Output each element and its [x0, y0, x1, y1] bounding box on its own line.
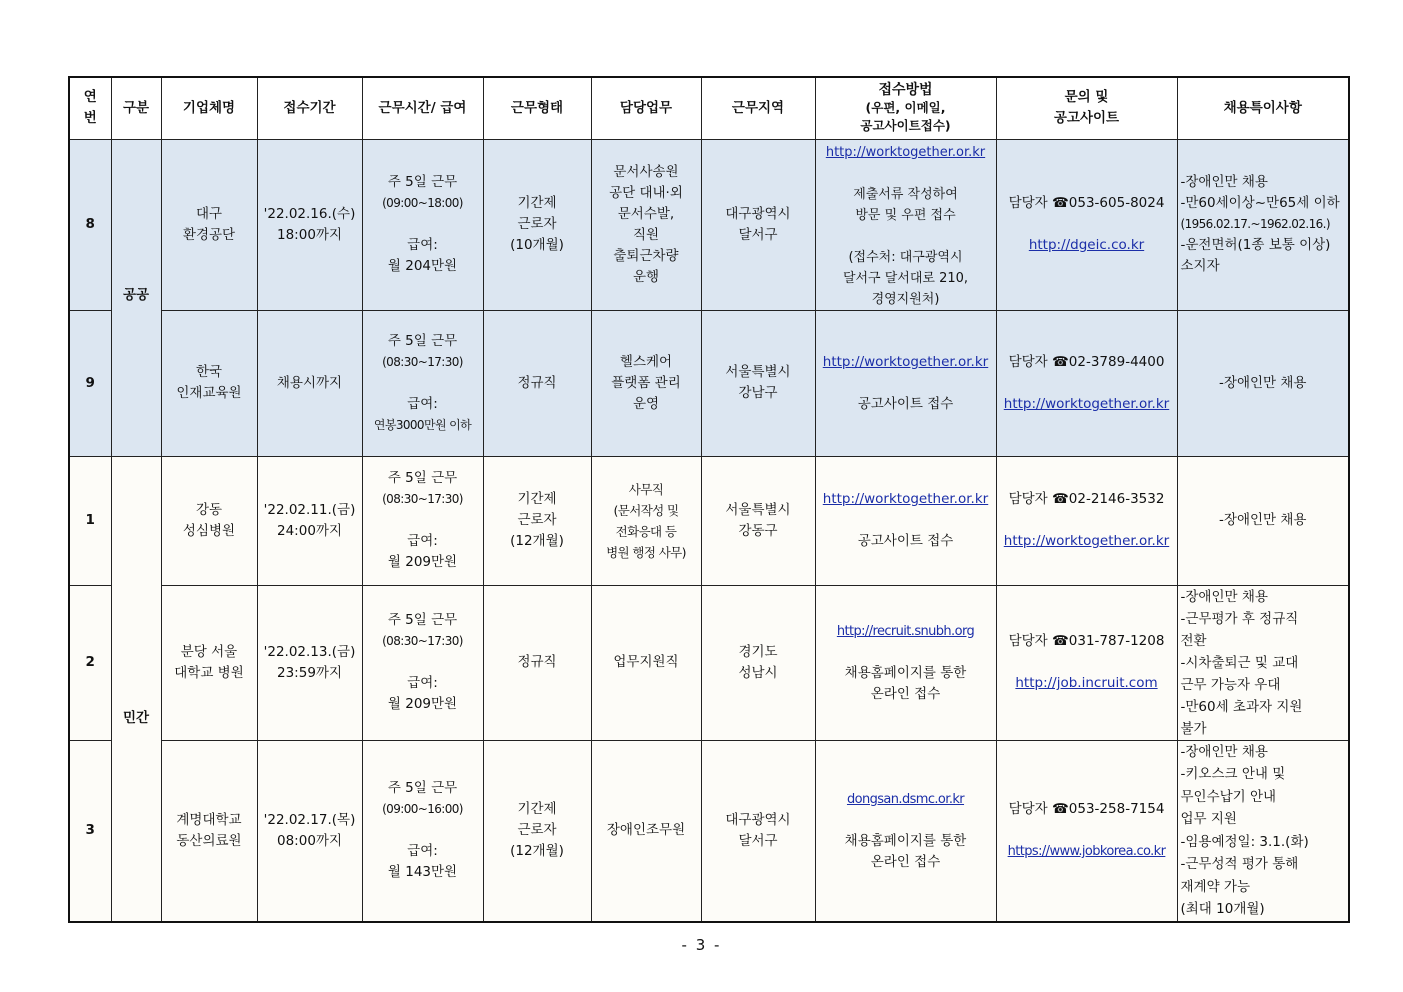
page-number: - 3 -	[681, 936, 722, 954]
contact-link[interactable]: http://worktogether.or.kr	[1003, 533, 1170, 549]
employment-type: 기간제 근로자 (12개월)	[483, 456, 591, 585]
application-period: '22.02.11.(금) 24:00까지	[257, 456, 362, 585]
header-category: 구분	[111, 77, 161, 139]
special-notes: -장애인만 채용	[1177, 310, 1349, 456]
company-name: 대구 환경공단	[161, 139, 257, 310]
contact-link[interactable]: https://www.jobkorea.co.kr	[1007, 844, 1166, 860]
duty: 헬스케어 플랫폼 관리 운영	[591, 310, 701, 456]
employment-type: 정규직	[483, 585, 591, 740]
header-notes: 채용특이사항	[1177, 77, 1349, 139]
hours-pay: 주 5일 근무 (08:30~17:30) 급여: 연봉3000만원 이하	[362, 310, 483, 456]
special-notes: -장애인만 채용 -키오스크 안내 및 무인수납기 안내 업무 지원 -임용예정일: 3.1.(화) -근무성적 평가 통해 재계약 가능 (최대 10개월)	[1177, 740, 1349, 922]
application-period: '22.02.17.(목) 08:00까지	[257, 740, 362, 922]
row-number: 2	[69, 585, 111, 740]
contact	[996, 740, 1177, 922]
employment-type: 기간제 근로자 (12개월)	[483, 740, 591, 922]
method-link[interactable]: http://recruit.snubh.org	[836, 623, 975, 639]
header-region: 근무지역	[701, 77, 815, 139]
table-row	[69, 139, 1349, 310]
header-method: 접수방법 (우편, 이메일, 공고사이트접수)	[815, 77, 996, 139]
job-listing-table	[68, 76, 1350, 923]
header-duty: 담당업무	[591, 77, 701, 139]
work-region: 서울특별시 강남구	[701, 310, 815, 456]
special-notes: -장애인만 채용 -만60세이상~만65세 이하 (1956.02.17.~1962.02.16.) -운전면허(1종 보통 이상) 소지자	[1177, 139, 1349, 310]
row-number: 8	[69, 139, 111, 310]
row-number: 9	[69, 310, 111, 456]
contact-phone: 담당자 ☎053-258-7154	[1008, 801, 1165, 818]
method-link[interactable]: dongsan.dsmc.or.kr	[846, 791, 965, 807]
contact	[996, 585, 1177, 740]
work-region: 대구광역시 달서구	[701, 740, 815, 922]
method-link[interactable]: http://worktogether.or.kr	[822, 353, 989, 370]
hours-pay: 주 5일 근무 (08:30~17:30) 급여: 월 209만원	[362, 585, 483, 740]
category-public: 공공	[111, 139, 161, 456]
header-type: 근무형태	[483, 77, 591, 139]
application-period: '22.02.13.(금) 23:59까지	[257, 585, 362, 740]
header-contact: 문의 및 공고사이트	[996, 77, 1177, 139]
work-region: 대구광역시 달서구	[701, 139, 815, 310]
hours-pay: 주 5일 근무 (09:00~16:00) 급여: 월 143만원	[362, 740, 483, 922]
contact	[996, 139, 1177, 310]
special-notes: -장애인만 채용 -근무평가 후 정규직 전환 -시차출퇴근 및 교대 근무 가능자 우대 -만60세 초과자 지원 불가	[1177, 585, 1349, 740]
duty: 문서사송원 공단 대내·외 문서수발, 직원 출퇴근차량 운행	[591, 139, 701, 310]
duty: 업무지원직	[591, 585, 701, 740]
contact-link[interactable]: http://dgeic.co.kr	[1028, 237, 1145, 253]
application-period: 채용시까지	[257, 310, 362, 456]
hours-pay: 주 5일 근무 (08:30~17:30) 급여: 월 209만원	[362, 456, 483, 585]
contact	[996, 456, 1177, 585]
duty: 장애인조무원	[591, 740, 701, 922]
company-name: 분당 서울 대학교 병원	[161, 585, 257, 740]
work-region: 서울특별시 강동구	[701, 456, 815, 585]
employment-type: 정규직	[483, 310, 591, 456]
method-link[interactable]: http://worktogether.or.kr	[825, 144, 986, 160]
application-period: '22.02.16.(수) 18:00까지	[257, 139, 362, 310]
contact-phone: 담당자 ☎031-787-1208	[1008, 633, 1165, 649]
table-row	[69, 585, 1349, 740]
category-private: 민간	[111, 456, 161, 922]
header-company: 기업체명	[161, 77, 257, 139]
header-period: 접수기간	[257, 77, 362, 139]
hours-pay: 주 5일 근무 (09:00~18:00) 급여: 월 204만원	[362, 139, 483, 310]
contact-phone: 담당자 ☎02-2146-3532	[1008, 491, 1165, 507]
employment-type: 기간제 근로자 (10개월)	[483, 139, 591, 310]
method-link[interactable]: http://worktogether.or.kr	[822, 491, 989, 507]
company-name: 강동 성심병원	[161, 456, 257, 585]
header-hours-pay: 근무시간/ 급여	[362, 77, 483, 139]
application-method: http://worktogether.or.kr 공고사이트 접수	[815, 310, 996, 456]
table-row	[69, 456, 1349, 585]
contact-phone: 담당자 ☎02-3789-4400	[1008, 353, 1165, 370]
row-number: 1	[69, 456, 111, 585]
table-row	[69, 740, 1349, 922]
work-region: 경기도 성남시	[701, 585, 815, 740]
application-method: http://worktogether.or.kr 공고사이트 접수	[815, 456, 996, 585]
contact-phone: 담당자 ☎053-605-8024	[1008, 195, 1165, 211]
application-method: dongsan.dsmc.or.kr 채용홈페이지를 통한 온라인 접수	[815, 740, 996, 922]
row-number: 3	[69, 740, 111, 922]
special-notes: -장애인만 채용	[1177, 456, 1349, 585]
company-name: 한국 인재교육원	[161, 310, 257, 456]
application-method: http://worktogether.or.kr 제출서류 작성하여 방문 및 우편 접수 (접수처: 대구광역시 달서구 달서대로 210, 경영지원처)	[815, 139, 996, 310]
application-method: http://recruit.snubh.org 채용홈페이지를 통한 온라인 접수	[815, 585, 996, 740]
contact	[996, 310, 1177, 456]
table-row	[69, 310, 1349, 456]
contact-link[interactable]: http://job.incruit.com	[1015, 675, 1158, 691]
header-no: 연 번	[69, 77, 111, 139]
contact-link[interactable]: http://worktogether.or.kr	[1003, 395, 1170, 412]
duty: 사무직 (문서작성 및 전화응대 등 병원 행정 사무)	[591, 456, 701, 585]
company-name: 계명대학교 동산의료원	[161, 740, 257, 922]
header-row	[69, 77, 1349, 139]
